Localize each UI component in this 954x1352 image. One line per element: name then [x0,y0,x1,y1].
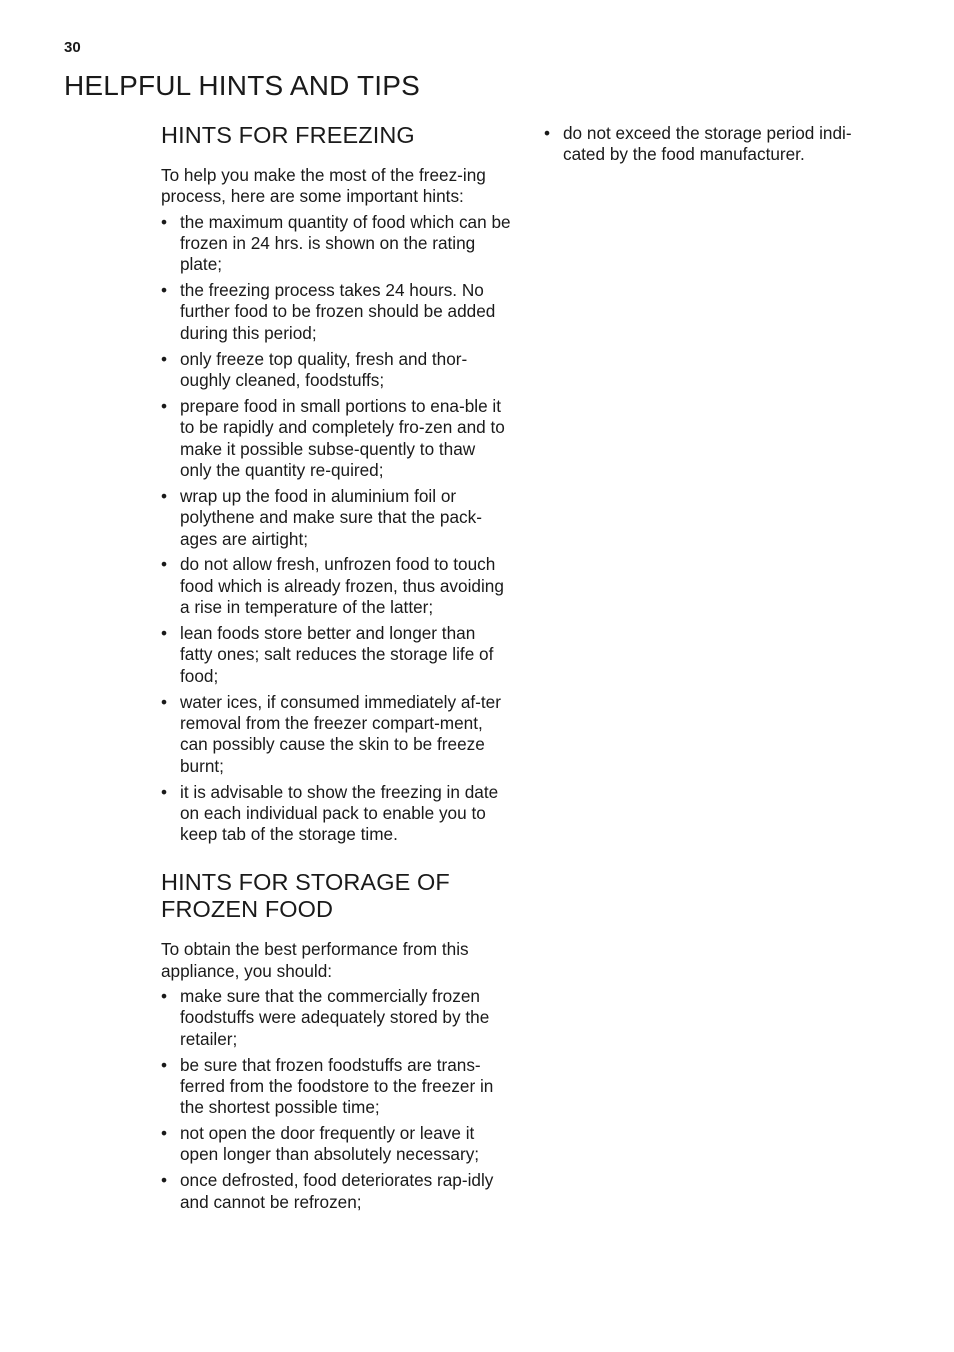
hint-text: prepare food in small portions to ena-ble it to be rapidly and completely fro-zen and to make it possible subse-quently to thaw only the quantity re-quired; [180,396,505,480]
freezing-hint-item [161,212,511,276]
bullet-icon: • [161,211,168,232]
storage-intro: To obtain the best performance from this appliance, you should: [161,939,469,981]
freezing-hint-item [161,486,511,550]
hint-text: only freeze top quality, fresh and thor-oughly cleaned, foodstuffs; [180,348,468,391]
hint-text: wrap up the food in aluminium foil or polythene and make sure that the pack-ages are airtight; [180,485,482,549]
freezing-hint-item [161,280,511,344]
freezing-hint-item [161,623,511,687]
storage-hint-list-continued [544,123,889,166]
bullet-icon: • [161,1123,168,1144]
storage-hint-item [161,986,511,1050]
freezing-hint-item [161,782,511,846]
storage-hint-item [544,123,889,166]
right-column [544,123,889,170]
freezing-intro: To help you make the most of the freez-ing process, here are some important hints: [161,165,486,207]
freezing-hint-item [161,349,511,392]
hint-text: do not exceed the storage period indi-cated by the food manufacturer. [563,123,852,165]
bullet-icon: • [161,781,168,802]
storage-hint-item [161,1123,511,1166]
bullet-icon: • [161,1054,168,1075]
bullet-icon: • [544,123,551,143]
bullet-icon: • [161,1170,168,1191]
freezing-hint-list [161,212,511,846]
freezing-heading: HINTS FOR FREEZING [161,122,415,148]
hint-text: the maximum quantity of food which can be frozen in 24 hrs. is shown on the rating plate; [180,211,511,275]
freezing-hint-item [161,692,511,777]
hint-text: make sure that the commercially frozen foodstuffs were adequately stored by the retailer; [180,986,490,1049]
bullet-icon: • [161,485,168,506]
hint-text: water ices, if consumed immediately af-ter removal from the freezer compart-ment, can possibly cause the skin to be freeze burnt; [180,691,501,776]
hint-text: lean foods store better and longer than fatty ones; salt reduces the storage life of food; [180,623,494,686]
storage-heading: HINTS FOR STORAGE OF FROZEN FOOD [161,869,450,923]
bullet-icon: • [161,554,168,575]
storage-hint-list [161,986,511,1213]
storage-hint-item [161,1055,511,1119]
freezing-hint-item [161,396,511,481]
storage-hint-item [161,1170,511,1213]
hint-text: it is advisable to show the freezing in date on each individual pack to enable you to keep tab of the storage time. [180,781,499,845]
bullet-icon: • [161,691,168,712]
bullet-icon: • [161,348,168,369]
page-title: HELPFUL HINTS AND TIPS [64,70,421,101]
hint-text: do not allow fresh, unfrozen food to touch food which is already frozen, thus avoiding a rise in temperature of the latter; [180,554,504,618]
left-column [161,118,511,1218]
bullet-icon: • [161,986,168,1006]
bullet-icon: • [161,280,168,301]
freezing-hint-item [161,554,511,618]
hint-text: the freezing process takes 24 hours. No further food to be frozen should be added during this period; [180,280,496,343]
hint-text: once defrosted, food deteriorates rap-idly and cannot be refrozen; [180,1170,494,1212]
hint-text: be sure that frozen foodstuffs are trans-ferred from the foodstore to the freezer in the shortest possible time; [180,1054,494,1118]
bullet-icon: • [161,396,168,417]
hint-text: not open the door frequently or leave it open longer than absolutely necessary; [180,1123,480,1165]
page-number: 30 [64,39,81,56]
bullet-icon: • [161,623,168,644]
